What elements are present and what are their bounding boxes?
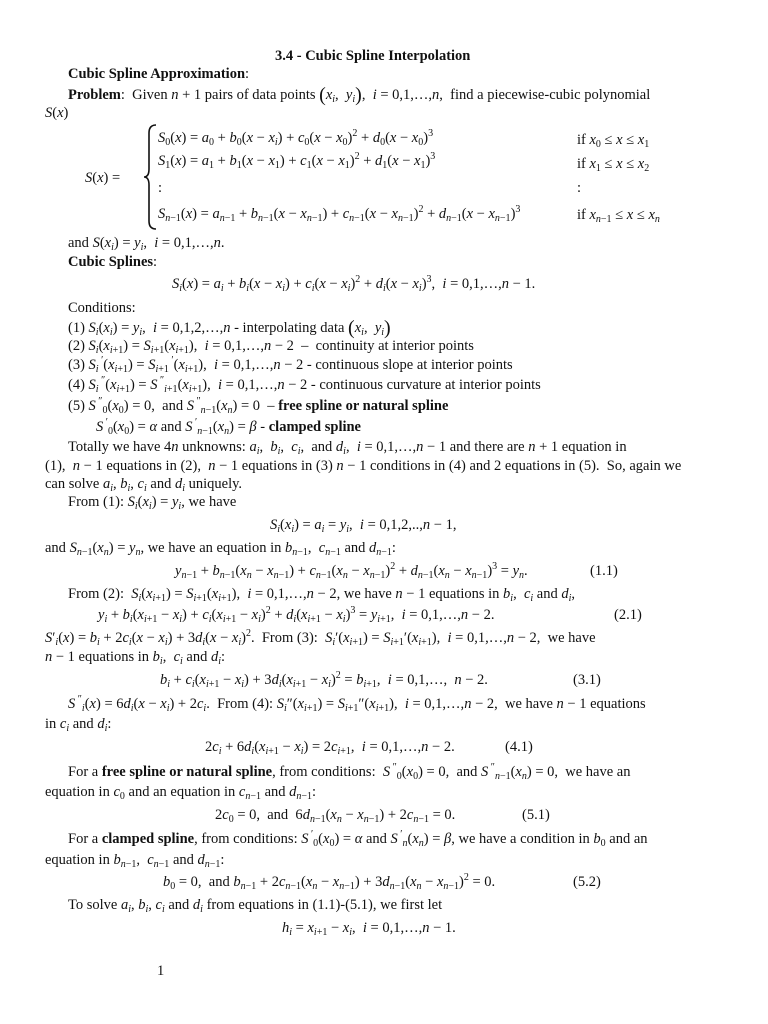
from4-line-2: in $c_i$ and $d_i$: bbox=[45, 716, 112, 734]
case-0-condition: if $x_0 \le x \le x_1$ bbox=[577, 132, 650, 150]
from1-equation: $S_i(x_i) = a_i = y_i$, i = 0,1,2,..,n − 1, bbox=[270, 517, 457, 535]
equation-4-1: $2c_i + 6d_i(x_{i+1} - x_i) = 2c_{i+1}$, i = 0,1,…,n − 2. bbox=[205, 739, 455, 757]
h-definition: $h_i = x_{i+1} - x_i$, i = 0,1,…,n − 1. bbox=[282, 920, 456, 938]
case-3-formula: $S_{n-1}(x) = a_{n-1} + b_{n-1}(x - x_{n-1}) + c_{n-1}(x - x_{n-1})^2 + d_{n-1}(x - x_{n-1})^3$ bbox=[158, 204, 521, 224]
natural-line-1: For a free spline or natural spline, from conditions: S $''_0(x_0) = 0$, and S $''_{n-1}(x_n) = 0$, we have an bbox=[68, 762, 631, 782]
equation-5-1: $2c_0 = 0$, and $6d_{n-1}(x_n - x_{n-1}) + 2c_{n-1} = 0$. bbox=[215, 807, 456, 825]
unknowns-line-3: can solve $a_i$, $b_i$, $c_i$ and $d_i$ uniquely. bbox=[45, 476, 243, 494]
and-line: and $S(x_i) = y_i$, i = 0,1,…,n. bbox=[68, 235, 225, 253]
equation-label-4-1: (4.1) bbox=[505, 739, 533, 755]
equation-2-1: $y_i + b_i(x_{i+1} - x_i) + c_i(x_{i+1} - x_i)^2 + d_i(x_{i+1} - x_i)^3 = y_{i+1}$, i = 0,1,…,n − 2. bbox=[98, 605, 495, 625]
unknowns-line-2: (1), n − 1 equations in (2), n − 1 equations in (3) n − 1 conditions in (4) and 2 equations in (5). So, again we bbox=[45, 458, 682, 474]
page-title: 3.4 - Cubic Spline Interpolation bbox=[275, 48, 471, 64]
spline-formula: $S_i(x) = a_i + b_i(x - x_i) + c_i(x - x_i)^2 + d_i(x - x_i)^3$, i = 0,1,…,n − 1. bbox=[172, 274, 536, 294]
free-spline-label: free spline or natural spline bbox=[278, 398, 449, 414]
problem-statement: Problem: Given n + 1 pairs of data points ($x_i$, $y_i$), i = 0,1,…,n, find a piecewise-cubic polynomial bbox=[68, 84, 651, 106]
problem-sx: S(x) bbox=[45, 105, 69, 121]
condition-3: (3) $S_i$ $'(x_{i+1}) = S_{i+1}$ $'(x_{i+1})$, i = 0,1,…,n − 2 - continuous slope at interior points bbox=[68, 355, 513, 375]
from1-line: From (1): $S_i(x_i) = y_i$, we have bbox=[68, 494, 237, 512]
case-3-condition: if $x_{n-1} \le x \le x_n$ bbox=[577, 207, 660, 225]
case-1-condition: if $x_1 \le x \le x_2$ bbox=[577, 156, 650, 174]
condition-5a: (5) S $''_0(x_0) = 0$, and S $''_{n-1}(x_n) = 0$ – free spline or natural spline bbox=[68, 396, 449, 416]
conditions-label: Conditions: bbox=[68, 300, 136, 316]
second-derivative-line: S $''_i(x) = 6d_i(x - x_i) + 2c_i$. From (4): $S_i''(x_{i+1}) = S_{i+1}''(x_{i+1})$, i = 0,1,…,n − 2, we have n − 1 equations bbox=[68, 694, 646, 714]
from1-and-line: and $S_{n-1}(x_n) = y_n$, we have an equation in $b_{n-1}$, $c_{n-1}$ and $d_{n-1}$: bbox=[45, 540, 396, 558]
equation-3-1: $b_i + c_i(x_{i+1} - x_i) + 3d_i(x_{i+1} - x_i)^2 = b_{i+1}$, i = 0,1,…, n − 2. bbox=[160, 670, 488, 690]
clamped-line-2: equation in $b_{n-1}$, $c_{n-1}$ and $d_{n-1}$: bbox=[45, 852, 225, 870]
derivative-line: $S'_i(x) = b_i + 2c_i(x - x_i) + 3d_i(x - x_i)^2$. From (3): $S_i'(x_{i+1}) = S_{i+1}'(x_{i+1})$, i = 0,1,…,n − 2, we have bbox=[45, 628, 596, 648]
clamped-line-1: For a clamped spline, from conditions: S $'_0(x_0) = \alpha$ and S $'_n(x_n) = \beta$, we have a condition in $b_0$ and an bbox=[68, 829, 648, 849]
equation-1-1: $y_{n-1} + b_{n-1}(x_n - x_{n-1}) + c_{n-1}(x_n - x_{n-1})^2 + d_{n-1}(x_n - x_{n-1})^3 = y_n$. bbox=[175, 561, 528, 581]
section-heading-splines: Cubic Splines: bbox=[68, 254, 158, 270]
solve-line: To solve $a_i$, $b_i$, $c_i$ and $d_i$ from equations in (1.1)-(5.1), we first let bbox=[68, 897, 443, 915]
condition-1: (1) $S_i(x_i) = y_i$, i = 0,1,2,…,n - interpolating data ($x_i$, $y_i$) bbox=[68, 317, 391, 339]
condition-2: (2) $S_i(x_{i+1}) = S_{i+1}(x_{i+1})$, i = 0,1,…,n − 2 – continuity at interior points bbox=[68, 338, 474, 356]
curly-brace bbox=[142, 123, 158, 231]
page-number: 1 bbox=[157, 963, 165, 979]
from2-line: From (2): $S_i(x_{i+1}) = S_{i+1}(x_{i+1})$, i = 0,1,…,n − 2, we have n − 1 equations in $b_i$, $c_i$ and $d_i$, bbox=[68, 586, 576, 604]
case-2-condition: : bbox=[577, 180, 582, 196]
equation-label-1-1: (1.1) bbox=[590, 563, 618, 579]
free-spline-label-2: free spline or natural spline bbox=[101, 764, 273, 780]
section-heading-approximation: Cubic Spline Approximation: bbox=[68, 66, 250, 82]
clamped-spline-label: clamped spline bbox=[268, 419, 361, 435]
condition-4: (4) $S_i$ $''(x_{i+1}) = S$ $''_{i+1}(x_{i+1})$, i = 0,1,…,n − 2 - continuous curvature at interior points bbox=[68, 375, 541, 395]
case-1-formula: $S_1(x) = a_1 + b_1(x - x_1) + c_1(x - x_1)^2 + d_1(x - x_1)^3$ bbox=[158, 151, 436, 171]
equation-label-5-1: (5.1) bbox=[522, 807, 550, 823]
equation-5-2: $b_0 = 0$, and $b_{n-1} + 2c_{n-1}(x_n - x_{n-1}) + 3d_{n-1}(x_n - x_{n-1})^2 = 0$. bbox=[163, 872, 496, 892]
unknowns-line-1: Totally we have 4n unknowns: $a_i$, $b_i$, $c_i$, and $d_i$, i = 0,1,…,n − 1 and there are n + 1 equation in bbox=[68, 439, 627, 457]
from3-line-2: n − 1 equations in $b_i$, $c_i$ and $d_i$: bbox=[45, 649, 226, 667]
case-2-formula: : bbox=[158, 180, 163, 196]
case-0-formula: $S_0(x) = a_0 + b_0(x - x_i) + c_0(x - x_0)^2 + d_0(x - x_0)^3$ bbox=[158, 128, 434, 148]
condition-5b: S $'_0(x_0) = \alpha$ and S $'_{n-1}(x_n) = \beta$ - clamped spline bbox=[96, 417, 361, 437]
piecewise-lhs: S(x) = bbox=[85, 170, 121, 186]
equation-label-5-2: (5.2) bbox=[573, 874, 601, 890]
equation-label-3-1: (3.1) bbox=[573, 672, 601, 688]
natural-line-2: equation in $c_0$ and an equation in $c_{n-1}$ and $d_{n-1}$: bbox=[45, 784, 317, 802]
equation-label-2-1: (2.1) bbox=[614, 607, 642, 623]
clamped-spline-label-2: clamped spline bbox=[101, 831, 195, 847]
